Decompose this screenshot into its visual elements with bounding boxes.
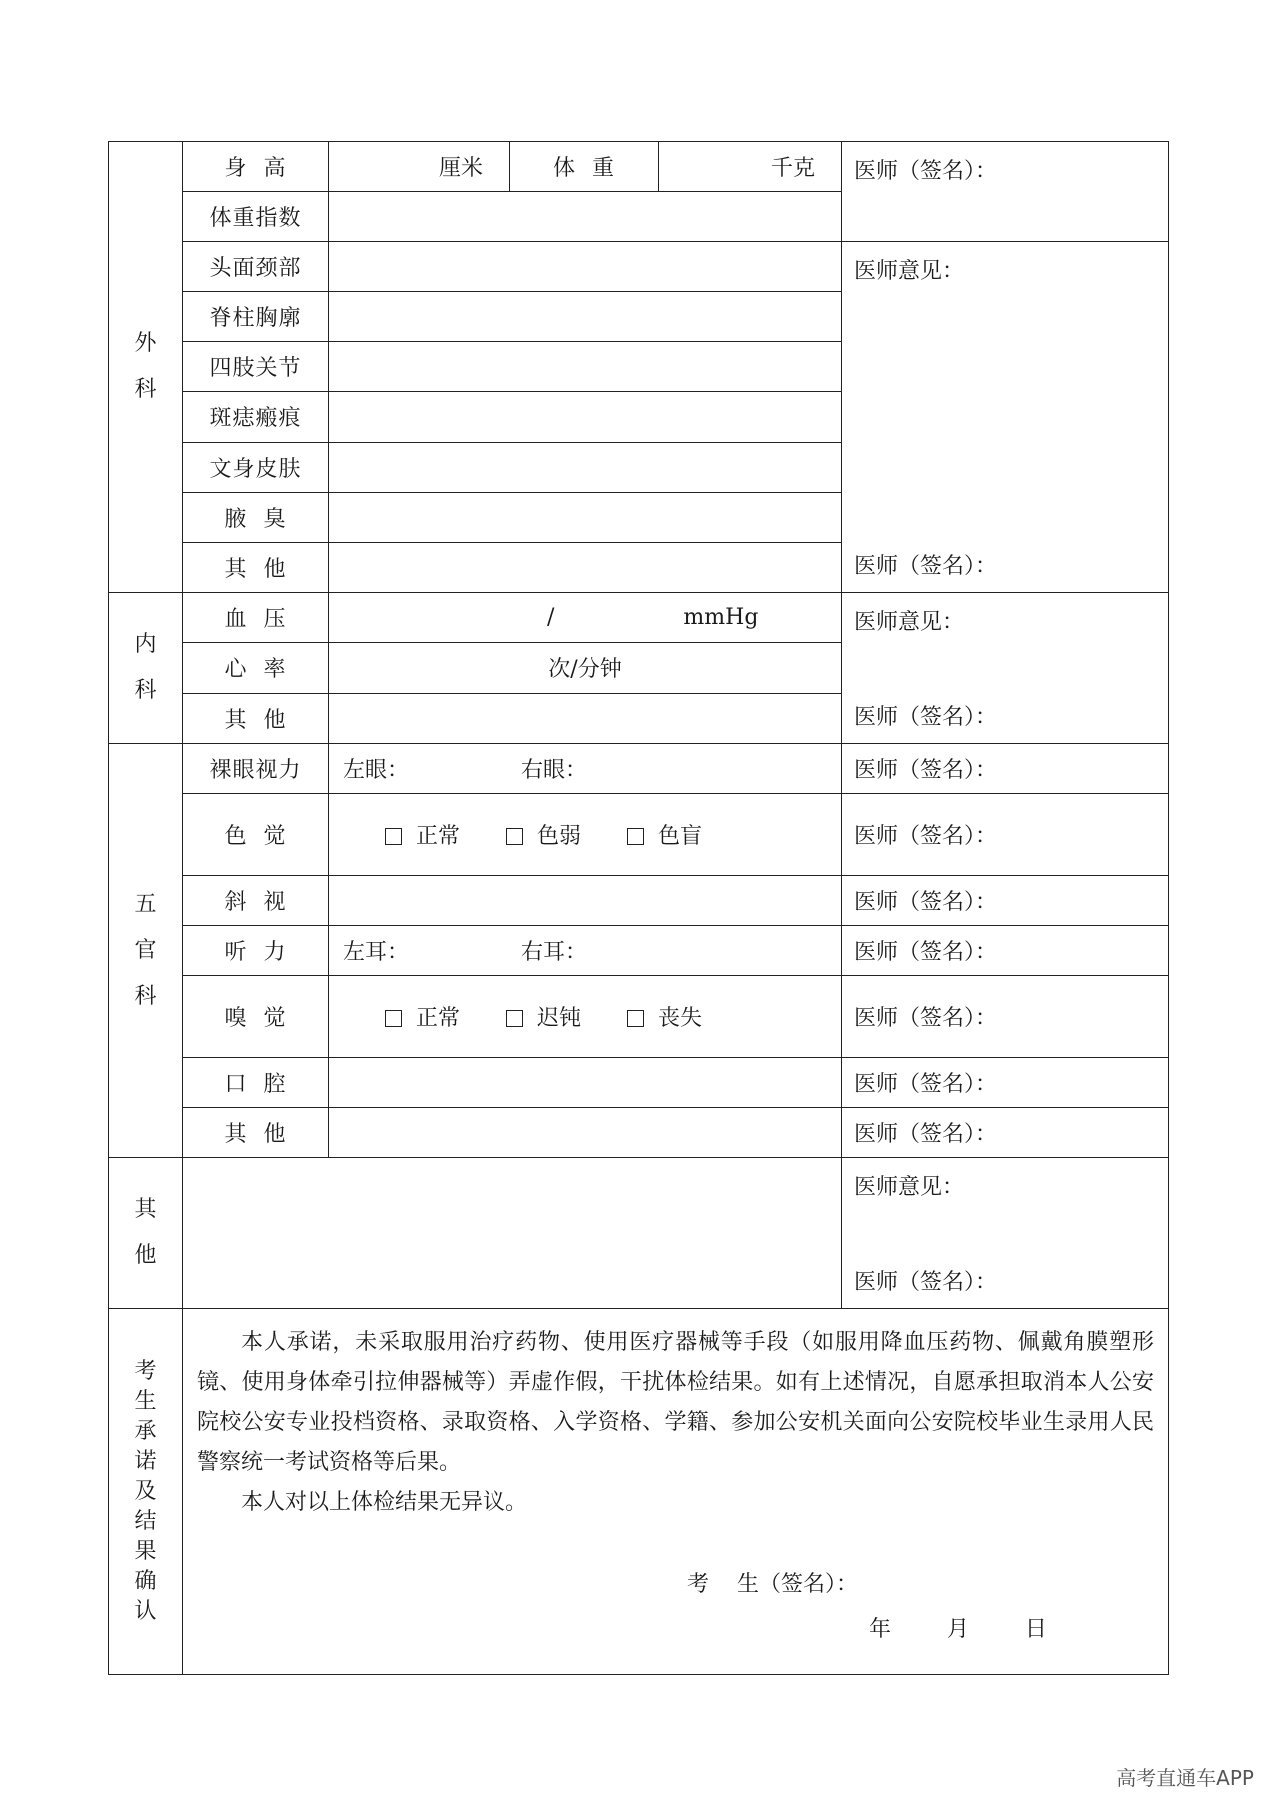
height-unit: 厘米 xyxy=(438,156,483,181)
color-opt-normal: 正常 xyxy=(415,824,460,849)
bmi-field[interactable] xyxy=(329,192,842,242)
section-char: 官 xyxy=(134,937,157,963)
heart-rate-field[interactable] xyxy=(329,643,842,693)
mouth-sign-cell[interactable] xyxy=(842,1058,1169,1108)
section-char: 认 xyxy=(134,1598,157,1624)
bp-unit: mmHg xyxy=(683,605,759,631)
squint-sign-cell[interactable] xyxy=(842,876,1169,926)
body-odor-label: 腋 臭 xyxy=(183,492,329,542)
doctor-opinion-label: 医师意见： xyxy=(854,1175,965,1200)
section-char: 五 xyxy=(134,891,157,917)
section-char: 考 xyxy=(134,1358,157,1384)
weight-field[interactable] xyxy=(659,142,842,192)
checkbox[interactable] xyxy=(506,1010,523,1027)
doctor-opinion-label: 医师意见： xyxy=(854,610,965,635)
internal-other-field[interactable] xyxy=(329,693,842,743)
section-surgery xyxy=(109,142,183,593)
limbs-joints-label: 四肢关节 xyxy=(183,342,329,392)
spine-chest-field[interactable] xyxy=(329,292,842,342)
section-char: 结 xyxy=(134,1508,157,1534)
facial-other-label: 其 他 xyxy=(183,1108,329,1158)
doctor-sign-label: 医师（签名）： xyxy=(854,940,998,965)
date-line[interactable]: 年 月 日 xyxy=(869,1617,1047,1642)
tattoo-skin-field[interactable] xyxy=(329,442,842,492)
head-neck-field[interactable] xyxy=(329,242,842,292)
section-other xyxy=(109,1158,183,1309)
surgery-other-field[interactable] xyxy=(329,542,842,592)
pledge-cell xyxy=(183,1309,1169,1675)
head-neck-label: 头面颈部 xyxy=(183,242,329,292)
doctor-sign-label: 医师（签名）： xyxy=(854,758,998,783)
hearing-label: 听 力 xyxy=(183,926,329,976)
section-facial xyxy=(109,744,183,1158)
right-ear-label: 右耳： xyxy=(521,940,588,965)
section-char: 果 xyxy=(134,1538,157,1564)
body-odor-field[interactable] xyxy=(329,492,842,542)
spine-chest-label: 脊柱胸廓 xyxy=(183,292,329,342)
squint-label: 斜 视 xyxy=(183,876,329,926)
watermark: 高考直通车APP xyxy=(1116,1766,1254,1790)
no-objection-paragraph: 本人对以上体检结果无异议。 xyxy=(241,1490,528,1515)
section-char: 承 xyxy=(134,1418,157,1444)
section-char: 其 xyxy=(134,1197,157,1222)
mouth-field[interactable] xyxy=(329,1058,842,1108)
section-pledge xyxy=(109,1309,183,1675)
internal-opinion-cell[interactable] xyxy=(842,593,1169,744)
tattoo-skin-label: 文身皮肤 xyxy=(183,442,329,492)
doctor-sign-label: 医师（签名）： xyxy=(854,159,998,184)
other-opinion-cell[interactable] xyxy=(842,1158,1169,1309)
section-char: 诺 xyxy=(134,1448,157,1474)
blood-pressure-field[interactable] xyxy=(329,593,842,643)
pledge-paragraph: 本人承诺，未采取服用治疗药物、使用医疗器械等手段（如服用降血压药物、佩戴角膜塑形镜、使用身体牵引拉伸器械等）弄虚作假，干扰体检结果。如有上述情况，自愿承担取消本人公安院校公安专业投档资格、录取资格、入学资格、学籍、参加公安机关面向公安院校毕业生录用人民警察统一考试资格等后果。 xyxy=(197,1330,1154,1475)
section-char: 外 xyxy=(134,331,157,356)
section-char: 科 xyxy=(134,377,157,402)
doctor-sign-label: 医师（签名）： xyxy=(854,1270,998,1295)
section-char: 科 xyxy=(134,678,157,703)
left-ear-label: 左耳： xyxy=(343,940,410,965)
smell-sign-cell[interactable] xyxy=(842,976,1169,1058)
surgery-opinion-cell[interactable] xyxy=(842,242,1169,593)
smell-opt-lost: 丧失 xyxy=(658,1006,703,1031)
hearing-field[interactable] xyxy=(329,926,842,976)
blood-pressure-label: 血 压 xyxy=(183,593,329,643)
checkbox[interactable] xyxy=(385,828,402,845)
moles-scars-label: 斑痣瘢痕 xyxy=(183,392,329,442)
bmi-label: 体重指数 xyxy=(183,192,329,242)
height-label: 身 高 xyxy=(183,142,329,192)
doctor-sign-label: 医师（签名）： xyxy=(854,1006,998,1031)
section-char: 生 xyxy=(134,1388,157,1414)
section-internal xyxy=(109,593,183,744)
doctor-sign-label: 医师（签名）： xyxy=(854,824,998,849)
smell-field xyxy=(329,976,842,1058)
doctor-sign-label: 医师（签名）： xyxy=(854,554,998,579)
checkbox[interactable] xyxy=(627,1010,644,1027)
smell-label: 嗅 觉 xyxy=(183,976,329,1058)
checkbox[interactable] xyxy=(627,828,644,845)
surgery-sign-cell[interactable] xyxy=(842,142,1169,242)
squint-field[interactable] xyxy=(329,876,842,926)
weight-unit: 千克 xyxy=(770,156,815,181)
color-vision-label: 色 觉 xyxy=(183,794,329,876)
hearing-sign-cell[interactable] xyxy=(842,926,1169,976)
hr-unit: 次/分钟 xyxy=(548,657,622,683)
section-char: 及 xyxy=(134,1478,157,1504)
vision-label: 裸眼视力 xyxy=(183,744,329,794)
bp-slash: / xyxy=(547,605,555,631)
doctor-sign-label: 医师（签名）： xyxy=(854,705,998,730)
section-char: 内 xyxy=(134,632,157,657)
surgery-other-label: 其 他 xyxy=(183,542,329,592)
right-eye-label: 右眼： xyxy=(521,758,588,783)
candidate-sign-label[interactable]: 考 生（签名）： xyxy=(687,1572,858,1597)
color-opt-weak: 色弱 xyxy=(536,824,581,849)
vision-sign-cell[interactable] xyxy=(842,744,1169,794)
weight-label: 体 重 xyxy=(510,142,659,192)
section-char: 科 xyxy=(134,983,157,1009)
doctor-sign-label: 医师（签名）： xyxy=(854,1122,998,1147)
left-eye-label: 左眼： xyxy=(343,758,410,783)
checkbox[interactable] xyxy=(506,828,523,845)
internal-other-label: 其 他 xyxy=(183,693,329,743)
moles-scars-field[interactable] xyxy=(329,392,842,442)
doctor-sign-label: 医师（签名）： xyxy=(854,890,998,915)
mouth-label: 口 腔 xyxy=(183,1058,329,1108)
smell-opt-dull: 迟钝 xyxy=(536,1006,581,1031)
doctor-opinion-label: 医师意见： xyxy=(854,259,965,284)
checkbox[interactable] xyxy=(385,1010,402,1027)
smell-opt-normal: 正常 xyxy=(415,1006,460,1031)
medical-exam-form xyxy=(108,141,1169,1675)
doctor-sign-label: 医师（签名）： xyxy=(854,1072,998,1097)
section-char: 确 xyxy=(134,1568,157,1594)
color-opt-blind: 色盲 xyxy=(658,824,703,849)
color-sign-cell[interactable] xyxy=(842,794,1169,876)
limbs-joints-field[interactable] xyxy=(329,342,842,392)
height-field[interactable] xyxy=(329,142,510,192)
facial-other-sign-cell[interactable] xyxy=(842,1108,1169,1158)
section-char: 他 xyxy=(134,1243,157,1268)
vision-field[interactable] xyxy=(329,744,842,794)
heart-rate-label: 心 率 xyxy=(183,643,329,693)
facial-other-field[interactable] xyxy=(329,1108,842,1158)
other-field[interactable] xyxy=(183,1158,842,1309)
color-vision-field xyxy=(329,794,842,876)
